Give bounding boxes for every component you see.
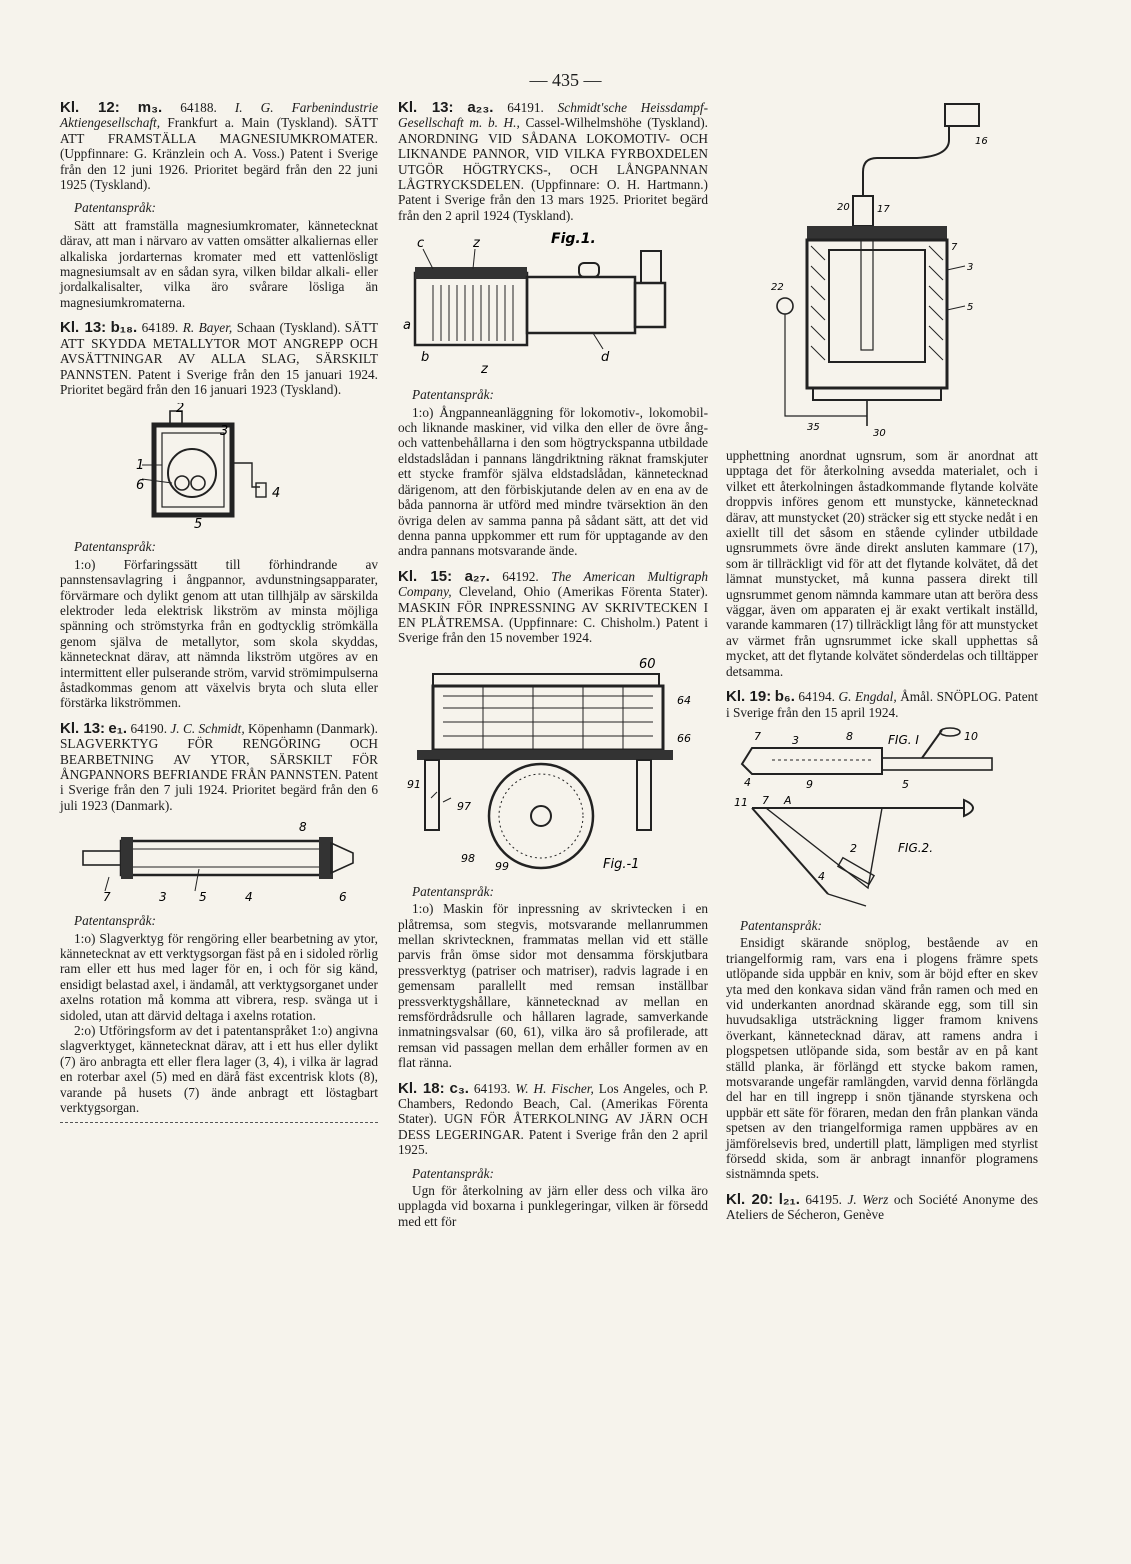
patent-entry-64189	[60, 320, 378, 711]
subclass-label: b₆.	[774, 688, 795, 706]
figure-label: 8	[846, 729, 853, 743]
claim-text: 1:o) Slagverktyg för rengöring eller bearbetning av ytor, kännetecknat av ett verktygsorgan fäst på en i sidoled rörlig ram eller ett hus med lager för en, i och för sig känd, ensidigt belastad axel, i ändamål, att verktygsorganet under axelns rotation må komma att vibrera, resp. svänga ut i sidoled, utan att därvid deltaga i axelns rotation.	[60, 930, 378, 1023]
entry-head	[60, 721, 378, 813]
figure-title: FIG.2.	[898, 840, 934, 855]
figure-label: 8	[299, 820, 307, 835]
column-1	[60, 100, 378, 1133]
claims-label: Patentanspråk:	[740, 917, 822, 933]
applicant: The American Multigraph Company,	[398, 568, 709, 600]
claims	[398, 901, 708, 1070]
subclass-label: e₁.	[108, 719, 128, 737]
column-3	[726, 100, 1038, 1233]
figure-label: 7	[951, 242, 958, 253]
applicant: W. H. Fischer,	[515, 1080, 594, 1096]
class-label: Kl. 19:	[726, 688, 772, 706]
figure-label: 91	[407, 777, 421, 791]
claim-text: 1:o) Maskin för inpressning av skrivtecken i en plåtremsa, som stegvis, motsvarande mellanrummen mellan skrivtecknen, frammatas mellan vid ett ställe parvis från ömse sidor mot densamma förskjutbara pressverktyg (patriser och matriser), radvis lagrade i en gemensam parallellt med remsan inställbar pressverktygshållare, kännetecknad av mellan en remsfördrådsrulle och hållaren lagrade, samverkande inmatningsvalsar (60, 61), vilka äro så profilerade, att remsan vid passagen mellan dem erhåller formen av en flat ränna.	[398, 901, 708, 1071]
figure-label: 4	[818, 869, 825, 883]
entry-head	[398, 1081, 708, 1158]
figure-recarburizing-furnace	[767, 100, 997, 440]
applicant: I. G. Farbenindustrie Aktiengesellschaft,	[60, 100, 378, 131]
figure-label: 4	[245, 890, 253, 905]
figure-label: 4	[272, 486, 281, 502]
class-label: Kl. 18:	[398, 1079, 445, 1097]
patent-number: 64191.	[507, 100, 544, 115]
patent-number: 64190.	[130, 720, 168, 736]
figure-label: 9	[806, 777, 813, 791]
claims-label: Patentanspråk:	[412, 387, 494, 403]
figure-label: 11	[734, 795, 748, 809]
entry-head	[726, 1192, 1038, 1223]
claims-label: Patentanspråk:	[412, 883, 494, 899]
figure-percussion-tool	[69, 819, 369, 905]
figure-label: 30	[873, 428, 886, 439]
figure-label: 6	[136, 478, 145, 494]
entry-body: Los Angeles, och P. Chambers, Redondo Beach, Cal. (Amerikas Förenta Stater). UGN FÖR ÅTERKOLNING AV JÄRN OCH DESS LEGERINGAR. Patent i Sverige från den 2 april 1925.	[398, 1080, 709, 1158]
figure-label: 3	[159, 890, 167, 905]
claims-label: Patentanspråk:	[74, 913, 156, 929]
entry-body: Åmål. SNÖPLOG. Patent i Sverige från den 15 april 1924.	[726, 689, 1038, 720]
class-label: Kl. 15:	[398, 567, 453, 585]
figure-label: 97	[457, 799, 471, 813]
subclass-label: b₁₈.	[110, 319, 138, 337]
patent-number: 64195.	[805, 1191, 842, 1207]
claims	[398, 1183, 708, 1229]
claim-text: 2:o) Utföringsform av det i patentanspråket 1:o) angivna slagverktyget, kännetecknat därav, att i ett hus eller dylikt (7) äro anbragta ett eller flera lager (3, 4), i vilka är lagrad en roterbar axel (5) med en därå fäst excentrisk klots (8), varande på husets (7) ände anbragt ett löstagbart verktygsorgan.	[60, 1023, 378, 1116]
class-label: Kl. 13:	[60, 319, 107, 337]
applicant: J. Werz	[847, 1191, 889, 1207]
claims	[398, 405, 708, 559]
figure-label: 3	[220, 424, 229, 440]
subclass-label: l₂₁.	[778, 1190, 800, 1208]
figure-label: 20	[837, 202, 850, 213]
figure-label: c	[417, 236, 425, 252]
entry-body: Cassel-Wilhelmshöhe (Tyskland). ANORDNING VID SÅDANA LOKOMOTIV- OCH LIKNANDE PANNOR, VID VILKA FYRBOXDELEN UTGÖR HÖGTRYCKS-, OCH LÅNGPANNAN LÅGTRYCKSDELEN. (Uppfinnare: O. H. Hartmann.) Patent i Sverige från den 13 mars 1925. Prioritet begärd från den 2 april 1924 (Tyskland).	[398, 115, 708, 223]
claims	[726, 935, 1038, 1182]
figure-label: 3	[967, 262, 974, 273]
class-label: Kl. 13:	[60, 719, 106, 737]
figure-label: z	[481, 362, 488, 378]
patent-entry-64191	[398, 100, 708, 559]
figure-label: 5	[199, 890, 207, 905]
entry-head	[60, 320, 378, 397]
figure-label: 5	[967, 302, 974, 313]
figure-label: 7	[754, 729, 761, 743]
figure-label: 10	[964, 729, 978, 743]
figure-label: 16	[975, 136, 988, 147]
figure-label: 35	[807, 422, 820, 433]
subclass-label: c₃.	[449, 1079, 469, 1097]
patent-entry-64193-continued	[726, 448, 1038, 679]
claims	[60, 557, 378, 711]
entry-body: Schaan (Tyskland). SÄTT ATT SKYDDA METALLYTOR MOT ANGREPP OCH AVSÄTTNINGAR AV ALLA SLAG, SÄRSKILT PANNSTEN. Patent i Sverige från den 15 januari 1924. Prioritet begärd från den 16 januari 1923 (Tyskland).	[60, 320, 378, 397]
claims-label: Patentanspråk:	[412, 1165, 494, 1181]
entry-head	[60, 100, 378, 192]
figure-label: 7	[103, 890, 111, 905]
figure-locomotive-boiler	[403, 229, 703, 379]
figure-label: 5	[902, 777, 909, 791]
patent-number: 64194.	[798, 689, 835, 705]
figure-title: FIG. I	[888, 732, 919, 747]
entry-head	[726, 689, 1038, 720]
figure-label: 98	[461, 851, 475, 865]
claim-text: 1:o) Ångpanneanläggning för lokomotiv-, lokomobil- och liknande maskiner, vid vilka den eller de övre ång- och vattenbehållarna i den som högtryckspanna utbildade eldstadslådan i pannans längdriktning räknat framskjuter ett stycke framför själva eldstadslådan, kännetecknad därigenom, att den förbiskjutande delen av en ena av de båda pannorna är utförd med mindre tvärsektion än den övriga delen av samma panna på sådant sätt, att det vid denna panna uppkommer ett rum för upptagande av den andra pannans motsvarande ände.	[398, 404, 708, 559]
figure-label: 22	[771, 282, 784, 293]
entry-body: Cleveland, Ohio (Amerikas Förenta Stater). MASKIN FÖR INPRESSNING AV SKRIVTECKEN I EN PLÅTREMSA. (Uppfinnare: C. Chisholm.) Patent i Sverige från den 15 november 1924.	[398, 584, 708, 646]
patent-number: 64193.	[473, 1080, 511, 1096]
subclass-label: m₃.	[137, 99, 163, 116]
figure-label: z	[473, 236, 480, 252]
figure-label: 7	[762, 793, 769, 807]
figure-title: Fig.-1	[603, 856, 640, 872]
entry-body: och Société Anonyme des Ateliers de Sécheron, Genève	[726, 1191, 1039, 1223]
figure-label: 2	[850, 841, 857, 855]
figure-snowplow	[732, 726, 1032, 910]
figure-label: b	[421, 350, 430, 366]
class-label: Kl. 13:	[398, 99, 454, 116]
figure-label: 66	[677, 731, 691, 745]
figure-label: 2	[176, 403, 185, 417]
patent-entry-64195	[726, 1192, 1038, 1223]
figure-label: d	[601, 350, 610, 366]
claims-label: Patentanspråk:	[74, 200, 156, 216]
entry-body: Köpenhamn (Danmark). SLAGVERKTYG FÖR RENGÖRING OCH BEARBETNING AV YTOR, SÄRSKILT FÖR ÅNGPANNORS BEFRIANDE FRÅN PANNSTEN. Patent i Sverige från den 7 juli 1924. Prioritet begärd från den 6 juli 1923 (Danmark).	[60, 720, 378, 813]
figure-label: 6	[339, 890, 347, 905]
claims	[60, 931, 378, 1116]
figure-label: 3	[792, 733, 799, 747]
figure-label: 99	[495, 859, 509, 873]
patent-entry-64194	[726, 689, 1038, 1182]
figure-label: 17	[877, 204, 890, 215]
column-2	[398, 100, 708, 1239]
claim-continuation: upphettning anordnat ugnsrum, som är anordnat att upptaga det för återkolning avsedda materialet, och i vilket ett återkolningen åstadkommande flytande kolväte droppvis införes genom ett munstycke, kännetecknad därav, att munstycket (20) sträcker sig ett stycke nedåt i en axiellt till det såsom en stående cylinder utbildade ugnsrummets övre ände direkt ansluten kammare (17), som är tillräckligt vid för att det flytande kolvätet, då det lämnat munstycket, må kunna passera direkt till ugnsrummet genom nämnda kammare utan att beröra dess väggar, även om apparaten ej är exakt vertikalt inställd, varande kammaren (17) tillräckligt lång för att munstycket av värmet från ugnsrummet icke skall upphettas så mycket, att det flytande kolvätet sönderdelas och tilltäpper detsamma.	[726, 448, 1038, 679]
patent-entry-64192	[398, 569, 708, 1071]
subclass-label: a₂₇.	[464, 567, 490, 585]
patent-number: 64192.	[502, 568, 539, 584]
figure-electrolysis-vessel	[134, 403, 304, 531]
figure-label: 64	[677, 693, 691, 707]
patent-number: 64188.	[180, 100, 217, 115]
entry-head	[398, 100, 708, 223]
class-label: Kl. 12:	[60, 99, 120, 116]
subclass-label: a₂₃.	[467, 99, 494, 116]
applicant: Schmidt'sche Heissdampf-Gesellschaft m. b. H.,	[398, 100, 708, 131]
figure-embossing-machine	[403, 652, 703, 876]
claim-text: 1:o) Förfaringssätt till förhindrande av pannstensavlagring i ångpannor, avdunstningsapparater, förvärmare och dylikt genom att utan tillhjälp av särskilda elektroder leda elektrisk likström av minsta möjliga spänning och strömstyrka från en godtycklig strömkälla genom själva de metallytor, som skola skyddas, kännetecknat därav, att nämnda likström utgöres av en intermittent eller pulserande ström, varvid strömimpulserna åstadkommas genom att växelvis bryta och sluta eller förstärka likströmmen.	[60, 556, 378, 711]
page-number: — 435 —	[529, 70, 602, 90]
figure-label: 1	[136, 458, 145, 474]
figure-label: a	[403, 318, 411, 334]
figure-label: 60	[639, 656, 656, 672]
entry-body: Frankfurt a. Main (Tyskland). SÄTT ATT FRAMSTÄLLA MAGNESIUMKROMATER. (Uppfinnare: G. Kränzlein och A. Voss.) Patent i Sverige från den 12 juni 1926. Prioritet begärd från den 22 juni 1925 (Tyskland).	[60, 115, 379, 193]
patent-entry-64193	[398, 1081, 708, 1230]
claims-label: Patentanspråk:	[74, 539, 156, 555]
applicant: R. Bayer,	[182, 320, 233, 336]
claims	[60, 218, 378, 310]
entry-head	[398, 569, 708, 646]
claim-text: Ensidigt skärande snöplog, bestående av en triangelformig ram, vars ena i plogens främre spets utlöpande sida uppbär en kniv, som är böjd efter en skev yta med den konkava sidan vänd från ramen och med en vid underkanten anordnad skärande egg, som till sin huvudsakliga utsträckning ligger framom knivens överkant, kännetecknad därav, att ramens andra i plogspetsen utlöpande sida, som består av en på kant ställd planka, är förlängd ett stycke bakom ramen, motsvarande ungefär ramlängden, varvid denna förlängda del har en till ingrepp i snön tjänande styrskena och uppbär ett säte för föraren, medan den från plankan vända spetsen av den triangelformiga ramen uppbäres av en jämförelsevis bred, undertill platt, lämpligen med styrlist försedd skida, som är anbragt innanför plogramens sistnämnda spets.	[726, 935, 1038, 1182]
patent-entry-64190	[60, 721, 378, 1123]
figure-label: 5	[194, 517, 203, 532]
class-label: Kl. 20:	[726, 1190, 774, 1208]
divider	[60, 1122, 378, 1123]
patent-number: 64189.	[141, 320, 179, 336]
patent-entry-64188	[60, 100, 378, 310]
figure-label: A	[784, 793, 792, 807]
claim-text: Ugn för återkolning av järn eller dess och vilka äro upplagda vid boxarna i punklegeringar, vilken är försedd med ett för	[398, 1183, 708, 1229]
applicant: J. C. Schmidt,	[170, 720, 245, 736]
claim-text: Sätt att framställa magnesiumkromater, kännetecknat därav, att man i närvaro av vatten omsätter alkaliernas eller alkaliska jordarternas kromater med ett vattenlösligt magnesiumsalt av en sådan syra, vilken bildar alkali- eller jordalkalisalter, vilka äro svårare lösliga än magnesiumkromaterna.	[60, 217, 378, 310]
applicant: G. Engdal,	[838, 689, 897, 705]
figure-title: Fig.1.	[551, 231, 596, 248]
figure-label: 4	[744, 775, 751, 789]
